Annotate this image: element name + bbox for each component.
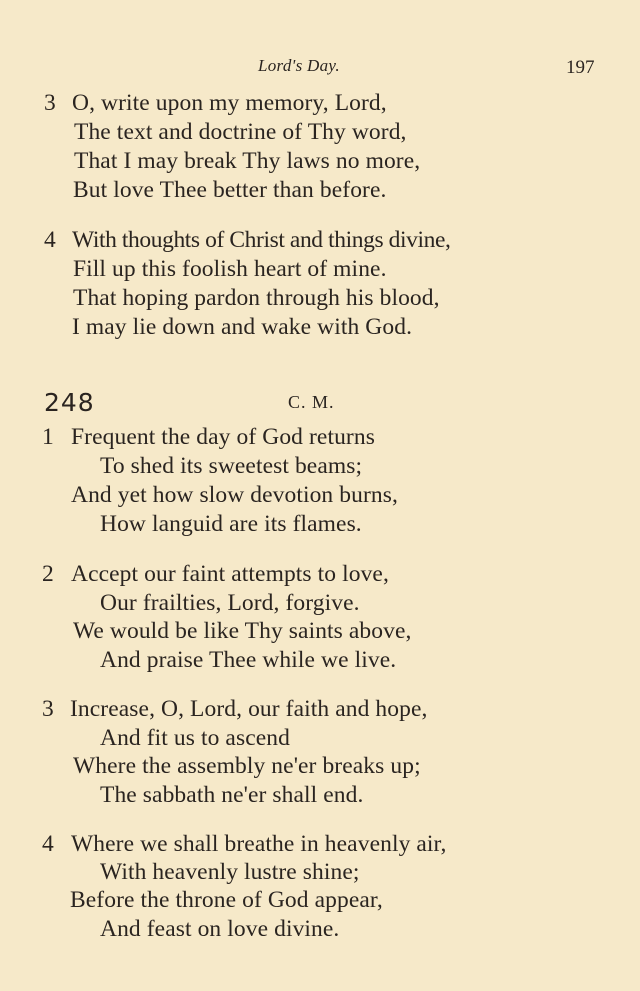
stanza-line: Increase, O, Lord, our faith and hope, — [70, 696, 428, 722]
stanza-line: And feast on love divine. — [100, 916, 340, 942]
stanza-line: With heavenly lustre shine; — [100, 859, 360, 885]
hymn-number: 248 — [44, 388, 95, 417]
stanza-line: Where the assembly ne'er breaks up; — [73, 753, 421, 779]
stanza-number: 2 — [42, 561, 54, 587]
stanza-line: The sabbath ne'er shall end. — [100, 782, 364, 808]
stanza-line: How languid are its flames. — [100, 511, 362, 537]
stanza-line: But love Thee better than before. — [73, 177, 387, 203]
stanza-line: Before the throne of God appear, — [70, 887, 383, 913]
stanza-line: That I may break Thy laws no more, — [74, 148, 421, 174]
page-number: 197 — [566, 57, 595, 78]
hymn-meter: C. M. — [288, 392, 335, 412]
stanza-number: 4 — [44, 227, 56, 253]
stanza-line: And yet how slow devotion burns, — [71, 482, 398, 508]
stanza-line: Accept our faint attempts to love, — [71, 561, 389, 587]
stanza-line: Where we shall breathe in heavenly air, — [71, 831, 447, 857]
running-head — [0, 56, 640, 80]
stanza-line: I may lie down and wake with God. — [72, 314, 413, 340]
stanza-line: Fill up this foolish heart of mine. — [73, 256, 387, 282]
stanza-line: Our frailties, Lord, forgive. — [100, 590, 360, 616]
stanza-line: We would be like Thy saints above, — [73, 618, 412, 644]
stanza-line: O, write upon my memory, Lord, — [72, 90, 387, 116]
stanza-line: And praise Thee while we live. — [100, 647, 397, 673]
stanza-number: 3 — [44, 90, 56, 116]
running-title: Lord's Day. — [258, 56, 340, 75]
stanza-line: The text and doctrine of Thy word, — [74, 119, 407, 145]
stanza-line: Frequent the day of God returns — [71, 424, 375, 450]
stanza-line: And fit us to ascend — [100, 725, 290, 751]
stanza-number: 3 — [42, 696, 54, 722]
stanza-line: To shed its sweetest beams; — [100, 453, 363, 479]
stanza-number: 4 — [42, 831, 54, 857]
stanza-line: With thoughts of Christ and things divine, — [72, 227, 451, 253]
stanza-line: That hoping pardon through his blood, — [73, 285, 440, 311]
stanza-number: 1 — [42, 424, 54, 450]
